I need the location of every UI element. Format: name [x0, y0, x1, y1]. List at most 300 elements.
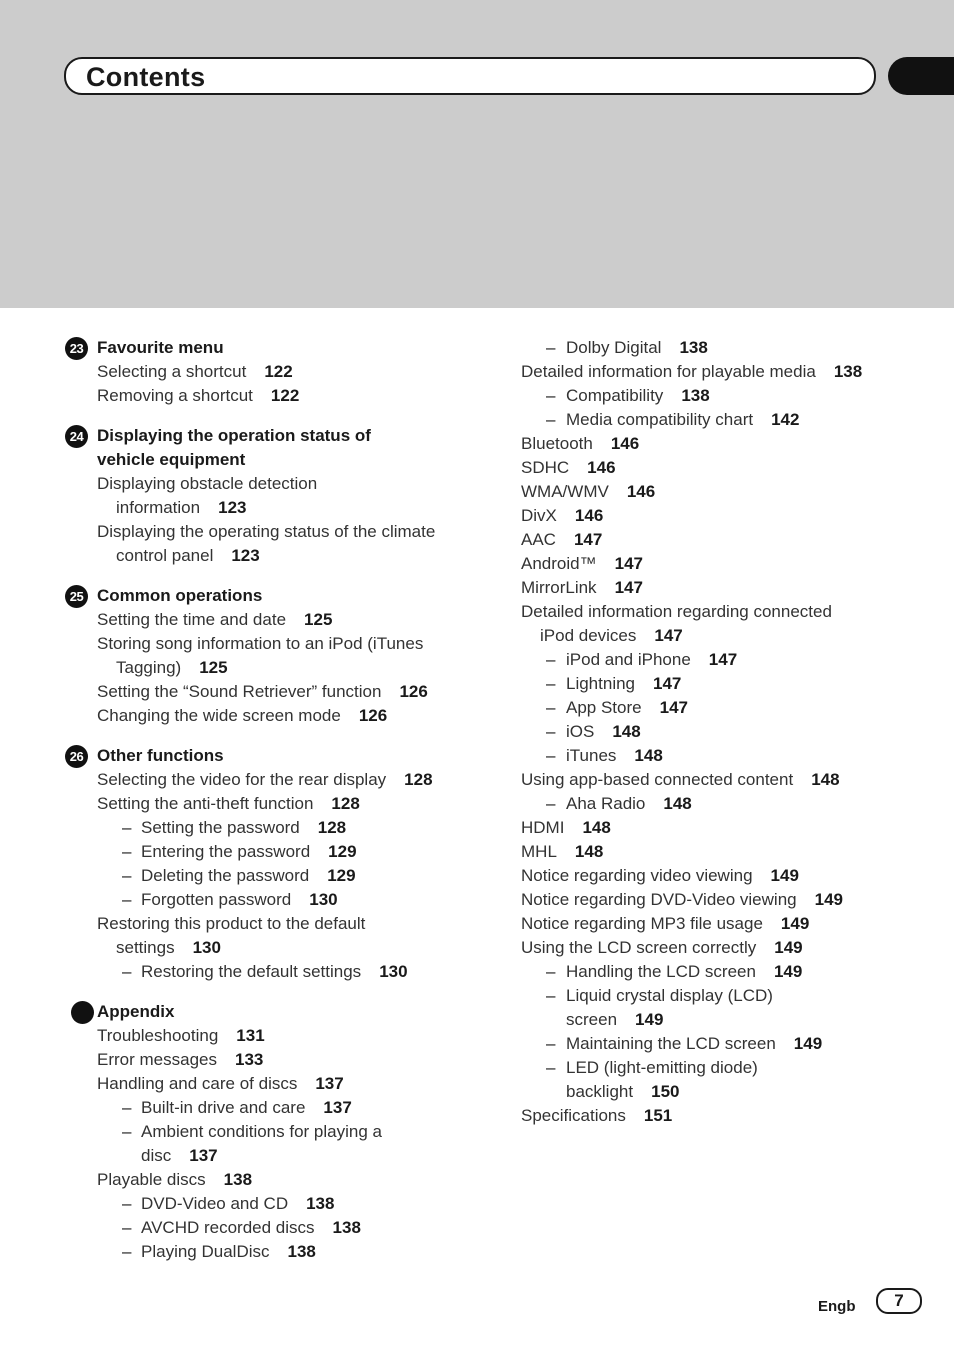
toc-subentry[interactable]: [64, 960, 494, 984]
toc-entry[interactable]: [64, 632, 494, 680]
toc-entry[interactable]: [521, 864, 941, 888]
toc-entry-text: Notice regarding video viewing: [521, 866, 753, 885]
toc-page-number: 142: [771, 410, 800, 429]
toc-subentry-body: [121, 960, 494, 984]
toc-entry[interactable]: [64, 912, 494, 960]
section-title-line: Common operations: [97, 586, 263, 605]
toc-entry-text: backlight: [566, 1082, 634, 1101]
toc-entry-text: Setting the anti-theft function: [97, 794, 314, 813]
toc-section: [64, 424, 494, 568]
toc-entry-text: control panel: [116, 546, 214, 565]
toc-page-number: 122: [270, 386, 300, 405]
toc-subentry[interactable]: [521, 744, 941, 768]
toc-page-number: 137: [323, 1098, 352, 1117]
toc-subentry-body: [546, 744, 941, 768]
toc-entry[interactable]: [521, 768, 941, 792]
toc-entry[interactable]: [64, 768, 494, 792]
toc-subentry-body: [121, 864, 494, 888]
toc-page-number: 148: [811, 770, 840, 789]
toc-entry-line: [97, 704, 494, 728]
title-frame: [64, 57, 876, 95]
toc-entry-line: [97, 544, 494, 568]
toc-page-number: 146: [610, 434, 640, 453]
toc-page-number: 148: [574, 842, 604, 861]
toc-entry-line: [141, 864, 494, 888]
toc-entry-text: Built-in drive and care: [141, 1098, 306, 1117]
toc-entry-text: Deleting the password: [141, 866, 310, 885]
toc-entry-line: [566, 672, 941, 696]
chapter-number-badge: 26: [65, 745, 88, 768]
toc-entry[interactable]: [521, 360, 941, 384]
toc-entry[interactable]: [521, 816, 941, 840]
toc-page-number: 130: [379, 962, 408, 981]
toc-entry-text: Tagging): [116, 658, 182, 677]
toc-entry-line: [141, 1240, 494, 1264]
toc-subentry-body: [546, 696, 941, 720]
toc-entry-line: [97, 632, 494, 656]
toc-entry[interactable]: [521, 480, 941, 504]
toc-entry-text: Lightning: [566, 674, 636, 693]
toc-entry-line: [97, 1048, 494, 1072]
toc-entry-line: [566, 744, 941, 768]
toc-entry[interactable]: [521, 936, 941, 960]
dash-marker: –: [122, 962, 132, 981]
dash-marker: –: [546, 698, 556, 717]
toc-entry-text: information: [116, 498, 201, 517]
toc-page-number: 146: [587, 458, 616, 477]
toc-entry-line: [566, 1008, 941, 1032]
toc-entry-text: AVCHD recorded discs: [141, 1218, 315, 1237]
page-title: Contents: [86, 62, 206, 92]
toc-entry[interactable]: [521, 552, 941, 576]
toc-page-number: 147: [653, 674, 682, 693]
toc-page-number: 137: [315, 1074, 344, 1093]
toc-subentry-body: [546, 336, 941, 360]
toc-page-number: 130: [192, 938, 221, 957]
toc-entry-text: Storing song information to an iPod (iTunes: [97, 634, 424, 653]
dash-marker: –: [122, 818, 132, 837]
toc-subentry-body: [546, 648, 941, 672]
toc-entry-line: [521, 360, 941, 384]
toc-entry-line: [521, 840, 941, 864]
toc-entry-text: Detailed information for playable media: [521, 362, 816, 381]
toc-entry-text: Ambient conditions for playing a: [141, 1122, 382, 1141]
dash-marker: –: [122, 866, 132, 885]
toc-subentry-body: [546, 960, 941, 984]
toc-subentry[interactable]: [64, 864, 494, 888]
dash-marker: –: [546, 1058, 556, 1077]
toc-entry-text: Troubleshooting: [97, 1026, 219, 1045]
header-band: [0, 0, 954, 308]
toc-subentry[interactable]: [64, 1120, 494, 1168]
toc-entry-text: WMA/WMV: [521, 482, 609, 501]
toc-entry-line: [97, 520, 494, 544]
toc-section: [64, 1000, 494, 1264]
dash-marker: –: [546, 410, 556, 429]
dash-marker: –: [546, 650, 556, 669]
toc-left-column: [64, 336, 494, 1280]
toc-entry-text: Handling and care of discs: [97, 1074, 298, 1093]
toc-entry-line: [566, 792, 941, 816]
toc-entry-text: Entering the password: [141, 842, 311, 861]
toc-page-number: 133: [234, 1050, 264, 1069]
toc-subentry[interactable]: [521, 672, 941, 696]
toc-entry-text: disc: [141, 1146, 172, 1165]
dash-marker: –: [546, 986, 556, 1005]
toc-entry-line: [566, 1080, 941, 1104]
toc-entry-line: [97, 608, 494, 632]
toc-entry[interactable]: [64, 704, 494, 728]
toc-entry-text: Setting the password: [141, 818, 300, 837]
dash-marker: –: [546, 746, 556, 765]
toc-entry-line: [141, 960, 494, 984]
toc-entry-line: [566, 384, 941, 408]
chapter-number-badge: 25: [65, 585, 88, 608]
footer-language: Engb: [818, 1298, 856, 1315]
toc-entry-text: Error messages: [97, 1050, 217, 1069]
toc-subentry-body: [121, 816, 494, 840]
toc-subentry[interactable]: [521, 960, 941, 984]
toc-page-number: 148: [582, 818, 611, 837]
toc-entry-text: LED (light-emitting diode): [566, 1058, 758, 1077]
toc-entry-text: Liquid crystal display (LCD): [566, 986, 773, 1005]
toc-entry-line: [141, 816, 494, 840]
toc-entry-line: [521, 768, 941, 792]
toc-subentry[interactable]: [521, 1032, 941, 1056]
dash-marker: –: [122, 1098, 132, 1117]
section-title-line: Other functions: [97, 746, 224, 765]
section-title-line: Favourite menu: [97, 338, 224, 357]
toc-entry-line: [521, 816, 941, 840]
toc-subentry-body: [546, 408, 941, 432]
toc-entry-text: Media compatibility chart: [566, 410, 754, 429]
toc-entry[interactable]: [521, 840, 941, 864]
toc-page-number: 150: [651, 1082, 680, 1101]
toc-entry[interactable]: [64, 472, 494, 520]
toc-entry[interactable]: [64, 384, 494, 408]
toc-subentry-body: [121, 1240, 494, 1264]
toc-subentry-body: [546, 984, 941, 1032]
toc-page-number: 147: [708, 650, 738, 669]
toc-entry-line: [521, 600, 941, 624]
toc-entry-line: [566, 336, 941, 360]
toc-page-number: 146: [626, 482, 656, 501]
toc-entry-line: [141, 840, 494, 864]
toc-entry-text: iTunes: [566, 746, 617, 765]
toc-entry-text: Setting the “Sound Retriever” function: [97, 682, 382, 701]
toc-entry-text: HDMI: [521, 818, 565, 837]
toc-subentry-body: [546, 384, 941, 408]
toc-entry-text: Setting the time and date: [97, 610, 287, 629]
page-number: 7: [876, 1288, 922, 1314]
toc-entry-text: DivX: [521, 506, 557, 525]
toc-subentry[interactable]: [521, 720, 941, 744]
dash-marker: –: [122, 1122, 132, 1141]
section-title-line: vehicle equipment: [97, 450, 246, 469]
toc-page-number: 147: [614, 578, 643, 597]
toc-entry-line: [521, 624, 941, 648]
toc-entry-line: [97, 360, 494, 384]
toc-page-number: 128: [404, 770, 433, 789]
toc-page-number: 148: [634, 746, 663, 765]
toc-page-number: 149: [774, 938, 803, 957]
toc-entry-line: [521, 576, 941, 600]
toc-entry-line: [521, 936, 941, 960]
toc-entry-text: iPod and iPhone: [566, 650, 691, 669]
toc-page-number: 129: [328, 842, 357, 861]
toc-subentry[interactable]: [64, 888, 494, 912]
toc-page-number: 128: [331, 794, 360, 813]
toc-page-number: 125: [199, 658, 228, 677]
toc-entry-line: [97, 1072, 494, 1096]
toc-page-number: 149: [635, 1010, 664, 1029]
dash-marker: –: [546, 674, 556, 693]
toc-section: [64, 744, 494, 984]
bullet-icon: [71, 1001, 94, 1024]
toc-section: [64, 584, 494, 728]
toc-page-number: 148: [663, 794, 692, 813]
chapter-number-badge: 23: [65, 337, 88, 360]
toc-subentry[interactable]: [521, 792, 941, 816]
toc-subentry[interactable]: [64, 1096, 494, 1120]
toc-page-number: 147: [659, 698, 688, 717]
toc-entry[interactable]: [64, 1048, 494, 1072]
toc-entry-line: [566, 720, 941, 744]
toc-page-number: 149: [780, 914, 810, 933]
toc-entry-text: SDHC: [521, 458, 570, 477]
toc-entry-text: App Store: [566, 698, 642, 717]
toc-entry-text: Selecting a shortcut: [97, 362, 247, 381]
toc-subentry-body: [121, 1192, 494, 1216]
toc-entry-text: Displaying obstacle detection: [97, 474, 318, 493]
toc-entry-text: Specifications: [521, 1106, 626, 1125]
chapter-number-badge: 24: [65, 425, 88, 448]
toc-subentry-body: [121, 1096, 494, 1120]
toc-entry-line: [141, 888, 494, 912]
toc-entry[interactable]: [521, 912, 941, 936]
toc-entry-line: [521, 912, 941, 936]
toc-entry-text: Notice regarding DVD-Video viewing: [521, 890, 797, 909]
toc-entry-line: [566, 1056, 941, 1080]
toc-subentry[interactable]: [521, 384, 941, 408]
toc-subentry-body: [546, 672, 941, 696]
section-heading[interactable]: [64, 584, 494, 608]
toc-page-number: 126: [358, 706, 388, 725]
toc-entry[interactable]: [64, 1024, 494, 1048]
toc-entry-line: [141, 1144, 494, 1168]
toc-entry-text: Selecting the video for the rear display: [97, 770, 387, 789]
toc-entry-text: Restoring this product to the default: [97, 914, 366, 933]
toc-page-number: 131: [236, 1026, 265, 1045]
toc-entry[interactable]: [521, 1104, 941, 1128]
toc-entry-text: Playing DualDisc: [141, 1242, 270, 1261]
toc-entry[interactable]: [521, 504, 941, 528]
toc-entry-line: [97, 936, 494, 960]
section-heading[interactable]: [64, 336, 494, 360]
section-heading[interactable]: [64, 424, 494, 472]
toc-subentry[interactable]: [64, 840, 494, 864]
toc-page-number: 147: [614, 554, 643, 573]
toc-subentry[interactable]: [521, 1056, 941, 1104]
toc-page-number: 138: [223, 1170, 253, 1189]
toc-page-number: 137: [189, 1146, 218, 1165]
dash-marker: –: [546, 386, 556, 405]
toc-page-number: 129: [327, 866, 356, 885]
toc-entry-text: AAC: [521, 530, 556, 549]
dash-marker: –: [546, 338, 556, 357]
toc-entry-line: [566, 408, 941, 432]
toc-entry-line: [566, 648, 941, 672]
toc-page-number: 138: [287, 1242, 316, 1261]
toc-right-column: [521, 336, 941, 1128]
toc-entry-line: [97, 384, 494, 408]
toc-subentry[interactable]: [521, 648, 941, 672]
toc-entry-line: [521, 1104, 941, 1128]
toc-page-number: 123: [231, 546, 260, 565]
toc-page-number: 138: [679, 338, 708, 357]
toc-entry-text: Restoring the default settings: [141, 962, 362, 981]
toc-entry-line: [521, 432, 941, 456]
dash-marker: –: [546, 962, 556, 981]
toc-entry[interactable]: [521, 576, 941, 600]
toc-entry-line: [566, 696, 941, 720]
toc-page-number: 149: [814, 890, 843, 909]
toc-page-number: 149: [773, 962, 803, 981]
toc-subentry-body: [121, 888, 494, 912]
toc-entry-line: [97, 496, 494, 520]
toc-subentry[interactable]: [64, 1240, 494, 1264]
toc-page-number: 126: [399, 682, 428, 701]
toc-subentry[interactable]: [521, 984, 941, 1032]
toc-entry-text: Detailed information regarding connected: [521, 602, 832, 621]
section-tab: [888, 57, 954, 95]
toc-entry[interactable]: [64, 1072, 494, 1096]
toc-entry-line: [566, 1032, 941, 1056]
toc-subentry[interactable]: [64, 1192, 494, 1216]
toc-entry-text: Compatibility: [566, 386, 664, 405]
toc-entry-line: [141, 1192, 494, 1216]
toc-entry-text: iPod devices: [540, 626, 637, 645]
toc-subentry[interactable]: [64, 1216, 494, 1240]
toc-entry-line: [521, 888, 941, 912]
toc-entry[interactable]: [64, 792, 494, 816]
toc-entry-text: settings: [116, 938, 175, 957]
toc-page-number: 128: [317, 818, 347, 837]
toc-entry-text: MHL: [521, 842, 557, 861]
toc-page-number: 123: [218, 498, 247, 517]
toc-subentry[interactable]: [521, 696, 941, 720]
dash-marker: –: [122, 890, 132, 909]
toc-entry-text: Handling the LCD screen: [566, 962, 756, 981]
toc-entry-line: [521, 456, 941, 480]
toc-entry-text: Forgotten password: [141, 890, 292, 909]
dash-marker: –: [122, 1218, 132, 1237]
section-heading[interactable]: [64, 744, 494, 768]
toc-subentry-body: [121, 840, 494, 864]
toc-entry[interactable]: [64, 1168, 494, 1192]
toc-page-number: 138: [833, 362, 863, 381]
toc-entry-line: [97, 680, 494, 704]
toc-entry[interactable]: [521, 888, 941, 912]
toc-entry-text: screen: [566, 1010, 618, 1029]
toc-entry-text: Playable discs: [97, 1170, 206, 1189]
toc-entry-text: Notice regarding MP3 file usage: [521, 914, 763, 933]
toc-entry-line: [97, 768, 494, 792]
dash-marker: –: [122, 842, 132, 861]
toc-entry-line: [97, 912, 494, 936]
toc-page-number: 149: [770, 866, 799, 885]
toc-entry-line: [97, 1168, 494, 1192]
toc-entry-text: Changing the wide screen mode: [97, 706, 341, 725]
toc-entry-line: [566, 960, 941, 984]
toc-entry[interactable]: [521, 528, 941, 552]
toc-entry-line: [97, 1024, 494, 1048]
toc-page-number: 151: [643, 1106, 673, 1125]
toc-entry-text: MirrorLink: [521, 578, 597, 597]
toc-entry-text: Removing a shortcut: [97, 386, 253, 405]
toc-entry-line: [566, 984, 941, 1008]
toc-entry[interactable]: [521, 432, 941, 456]
toc-page-number: 125: [304, 610, 333, 629]
toc-subentry[interactable]: [64, 816, 494, 840]
toc-entry-text: DVD-Video and CD: [141, 1194, 289, 1213]
toc-subentry[interactable]: [521, 408, 941, 432]
toc-entry-line: [521, 480, 941, 504]
toc-subentry[interactable]: [521, 336, 941, 360]
toc-section: [64, 336, 494, 408]
toc-page-number: 130: [309, 890, 338, 909]
toc-subentry-body: [546, 1032, 941, 1056]
toc-page-number: 122: [264, 362, 293, 381]
toc-page-number: 147: [573, 530, 603, 549]
toc-entry-text: iOS: [566, 722, 595, 741]
section-heading[interactable]: [64, 1000, 494, 1024]
toc-entry-line: [521, 552, 941, 576]
toc-subentry-body: [121, 1120, 494, 1168]
toc-entry-text: Android™: [521, 554, 597, 573]
dash-marker: –: [122, 1194, 132, 1213]
toc-entry[interactable]: [64, 360, 494, 384]
toc-entry[interactable]: [64, 680, 494, 704]
toc-entry-text: Bluetooth: [521, 434, 593, 453]
toc-entry-line: [521, 528, 941, 552]
toc-subentry-body: [546, 1056, 941, 1104]
section-title-line: Appendix: [97, 1002, 175, 1021]
toc-entry-line: [97, 472, 494, 496]
toc-entry[interactable]: [521, 600, 941, 648]
toc-entry-line: [97, 792, 494, 816]
toc-page-number: 138: [681, 386, 710, 405]
toc-entry-text: Aha Radio: [566, 794, 646, 813]
toc-entry-line: [141, 1120, 494, 1144]
toc-entry[interactable]: [64, 520, 494, 568]
toc-entry[interactable]: [64, 608, 494, 632]
dash-marker: –: [122, 1242, 132, 1261]
toc-entry[interactable]: [521, 456, 941, 480]
toc-page-number: 147: [654, 626, 683, 645]
toc-entry-text: Using app-based connected content: [521, 770, 794, 789]
toc-entry-text: Maintaining the LCD screen: [566, 1034, 776, 1053]
toc-entry-text: Displaying the operating status of the climate: [97, 522, 436, 541]
toc-subentry-body: [546, 792, 941, 816]
toc-page-number: 148: [612, 722, 641, 741]
toc-subentry-body: [121, 1216, 494, 1240]
toc-entry-line: [141, 1216, 494, 1240]
dash-marker: –: [546, 1034, 556, 1053]
toc-entry-text: Using the LCD screen correctly: [521, 938, 757, 957]
toc-entry-line: [521, 504, 941, 528]
toc-page-number: 146: [574, 506, 604, 525]
